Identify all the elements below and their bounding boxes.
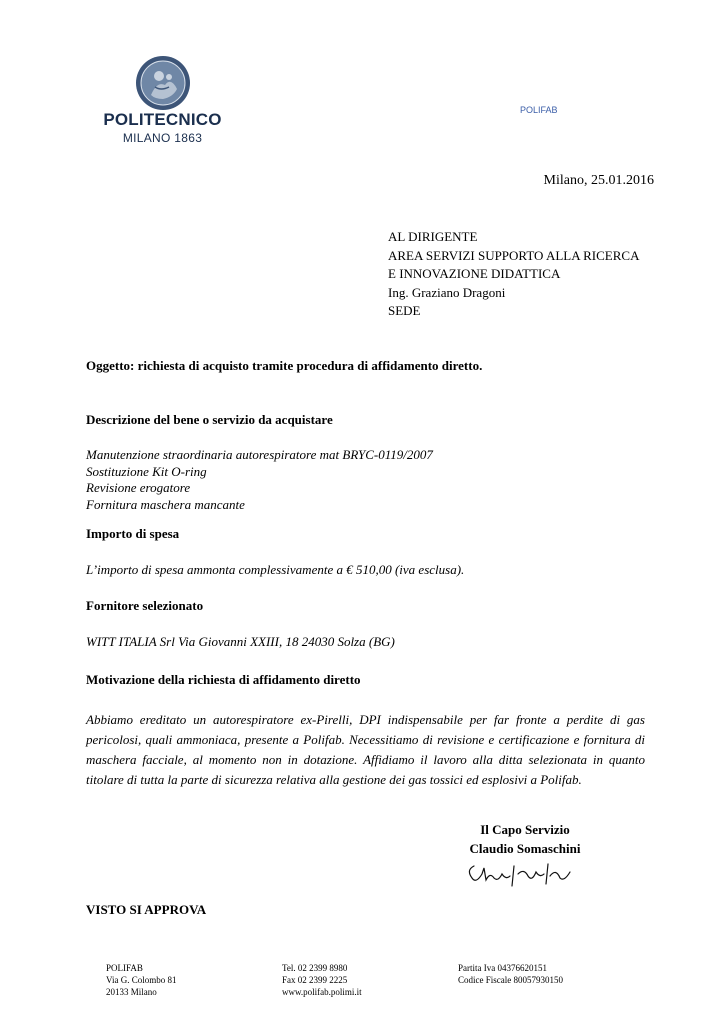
footer-line: Via G. Colombo 81 xyxy=(106,975,177,985)
footer-line: Fax 02 2399 2225 xyxy=(282,975,348,985)
subject-line: Oggetto: richiesta di acquisto tramite procedura di affidamento diretto. xyxy=(86,358,483,373)
description-item: Revisione erogatore xyxy=(86,480,191,495)
recipient-line: E INNOVAZIONE DIDATTICA xyxy=(388,266,561,281)
motivation-heading: Motivazione della richiesta di affidamento diretto xyxy=(86,672,361,687)
description-heading: Descrizione del bene o servizio da acquistare xyxy=(86,412,333,427)
signature-block xyxy=(450,820,600,858)
footer-line: Tel. 02 2399 8980 xyxy=(282,963,348,973)
amount-heading: Importo di spesa xyxy=(86,526,180,541)
footer-contacts xyxy=(282,962,362,998)
recipient-line: Ing. Graziano Dragoni xyxy=(388,284,506,300)
politecnico-emblem-icon xyxy=(135,55,191,111)
handwritten-signature xyxy=(462,860,582,890)
logo-subtitle: MILANO 1863 xyxy=(122,131,203,145)
department-label: POLIFAB xyxy=(520,105,558,115)
approval-label: VISTO SI APPROVA xyxy=(86,902,207,917)
signer-role: Il Capo Servizio xyxy=(480,822,570,837)
description-item: Fornitura maschera mancante xyxy=(86,496,245,512)
description-list xyxy=(86,447,433,513)
signer-name: Claudio Somaschini xyxy=(469,841,581,856)
recipient-line: AREA SERVIZI SUPPORTO ALLA RICERCA xyxy=(388,247,640,263)
recipient-block xyxy=(388,228,639,321)
footer-website-link[interactable]: www.polifab.polimi.it xyxy=(282,987,362,997)
recipient-line: SEDE xyxy=(388,303,421,318)
supplier-heading: Fornitore selezionato xyxy=(86,598,204,613)
logo-wordmark: POLITECNICO xyxy=(103,110,222,129)
description-item: Sostituzione Kit O-ring xyxy=(86,463,207,479)
description-item: Manutenzione straordinaria autorespiratore mat BRYC-0119/2007 xyxy=(86,447,433,462)
motivation-text: Abbiamo ereditato un autorespiratore ex-Pirelli, DPI indispensabile per far fronte a perdite di gas pericolosi, quali ammoniaca, presente a Polifab. Necessitiamo di revisione e certificazione e fornitura di maschera facciale, al momento non in dotazione. Affidiamo il lavoro alla ditta selezionata in quanto titolare di tutta la parte di sicurezza relativa alla gestione dei gas tossici ed esplosivi a Polifab. xyxy=(86,712,645,787)
footer-line: POLIFAB xyxy=(106,963,143,973)
footer-fiscal xyxy=(458,962,563,986)
amount-text: L’importo di spesa ammonta complessivamente a € 510,00 (iva esclusa). xyxy=(86,562,465,577)
footer-line: Partita Iva 04376620151 xyxy=(458,963,547,973)
footer-line: 20133 Milano xyxy=(106,987,157,997)
letter-date: Milano, 25.01.2016 xyxy=(543,173,654,188)
supplier-text: WITT ITALIA Srl Via Giovanni XXIII, 18 24030 Solza (BG) xyxy=(86,634,395,649)
footer-address xyxy=(106,962,176,998)
recipient-line: AL DIRIGENTE xyxy=(388,229,478,244)
footer-line: Codice Fiscale 80057930150 xyxy=(458,975,563,985)
